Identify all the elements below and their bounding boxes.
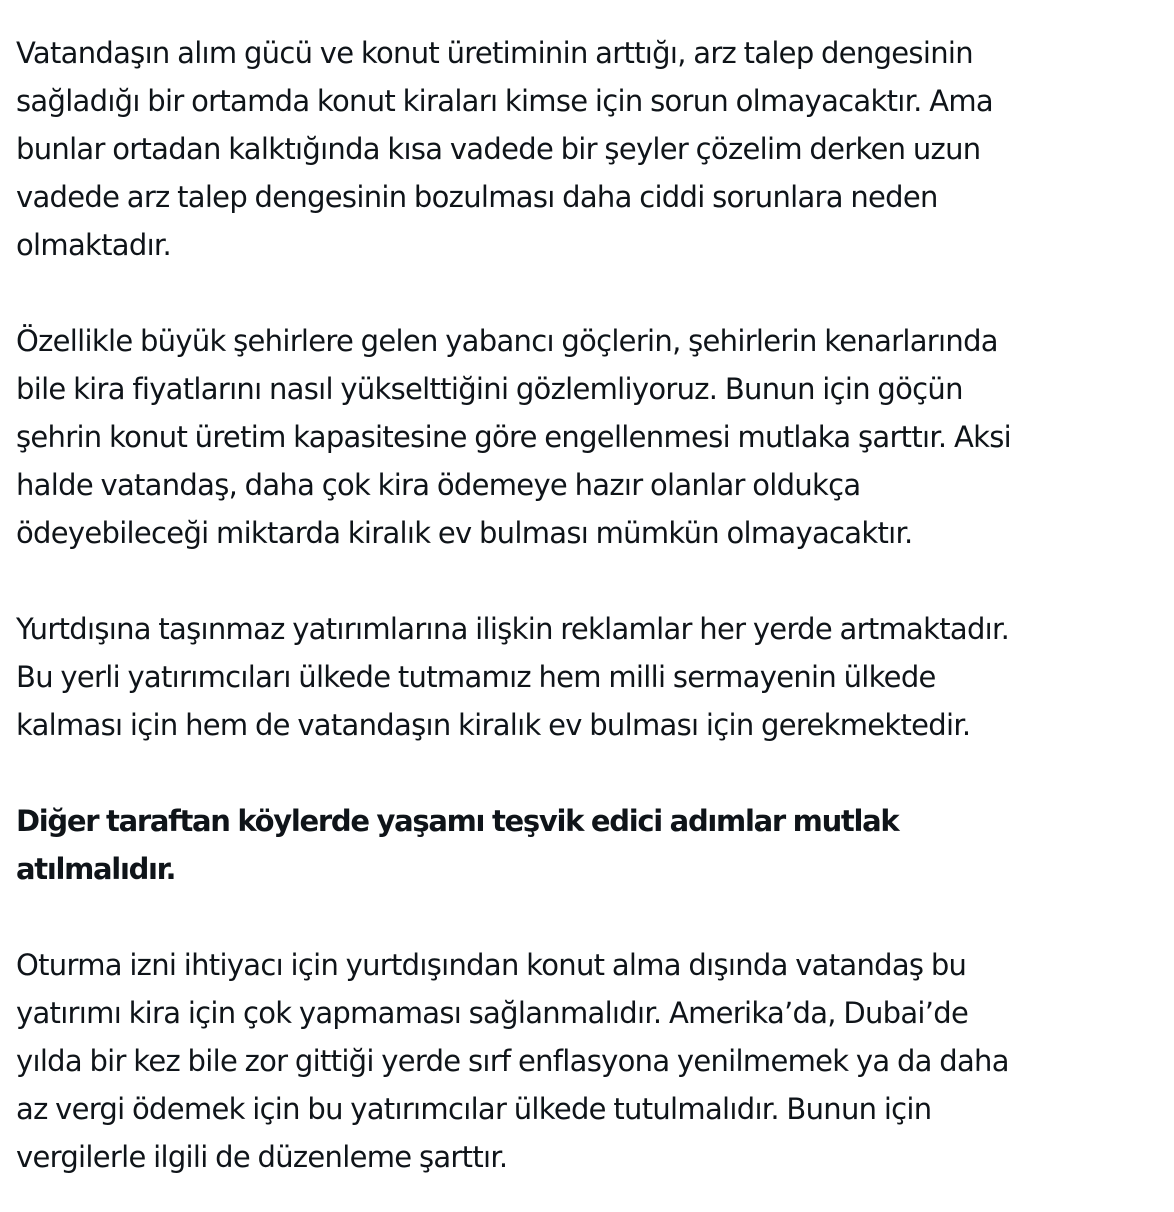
- text-line: Bu yerli yatırımcıları ülkede tutmamız hem milli sermayenin ülkede: [16, 660, 936, 694]
- paragraph-4-bold: [16, 797, 1158, 893]
- text-line: Özellikle büyük şehirlere gelen yabancı göçlerin, şehirlerin kenarlarında: [16, 324, 998, 358]
- text-line: Yurtdışına taşınmaz yatırımlarına ilişkin reklamlar her yerde artmaktadır.: [16, 612, 1010, 646]
- text-line: bile kira fiyatlarını nasıl yükselttiğini gözlemliyoruz. Bunun için göçün: [16, 372, 963, 406]
- text-line: kalması için hem de vatandaşın kiralık ev bulması için gerekmektedir.: [16, 708, 971, 742]
- paragraph-2: [16, 317, 1158, 557]
- text-line: sağladığı bir ortamda konut kiraları kimse için sorun olmayacaktır. Ama: [16, 84, 993, 118]
- text-line: halde vatandaş, daha çok kira ödemeye hazır olanlar oldukça: [16, 468, 861, 502]
- text-line: yatırımı kira için çok yapmaması sağlanmalıdır. Amerika’da, Dubai’de: [16, 996, 969, 1030]
- text-line: vergilerle ilgili de düzenleme şarttır.: [16, 1140, 508, 1174]
- text-line: vadede arz talep dengesinin bozulması daha ciddi sorunlara neden: [16, 180, 938, 214]
- paragraph-5: [16, 941, 1158, 1181]
- text-line: Diğer taraftan köylerde yaşamı teşvik edici adımlar mutlak: [16, 804, 899, 838]
- text-line: bunlar ortadan kalktığında kısa vadede bir şeyler çözelim derken uzun: [16, 132, 981, 166]
- text-line: Vatandaşın alım gücü ve konut üretiminin arttığı, arz talep dengesinin: [16, 36, 973, 70]
- paragraph-3: [16, 605, 1158, 749]
- text-line: Oturma izni ihtiyacı için yurtdışından konut alma dışında vatandaş bu: [16, 948, 967, 982]
- text-line: olmaktadır.: [16, 228, 172, 262]
- paragraph-1: [16, 29, 1158, 269]
- text-line: şehrin konut üretim kapasitesine göre engellenmesi mutlaka şarttır. Aksi: [16, 420, 1011, 454]
- text-line: ödeyebileceği miktarda kiralık ev bulması mümkün olmayacaktır.: [16, 516, 913, 550]
- text-line: yılda bir kez bile zor gittiği yerde sırf enflasyona yenilmemek ya da daha: [16, 1044, 1009, 1078]
- text-line: az vergi ödemek için bu yatırımcılar ülkede tutulmalıdır. Bunun için: [16, 1092, 932, 1126]
- text-line: atılmalıdır.: [16, 852, 176, 886]
